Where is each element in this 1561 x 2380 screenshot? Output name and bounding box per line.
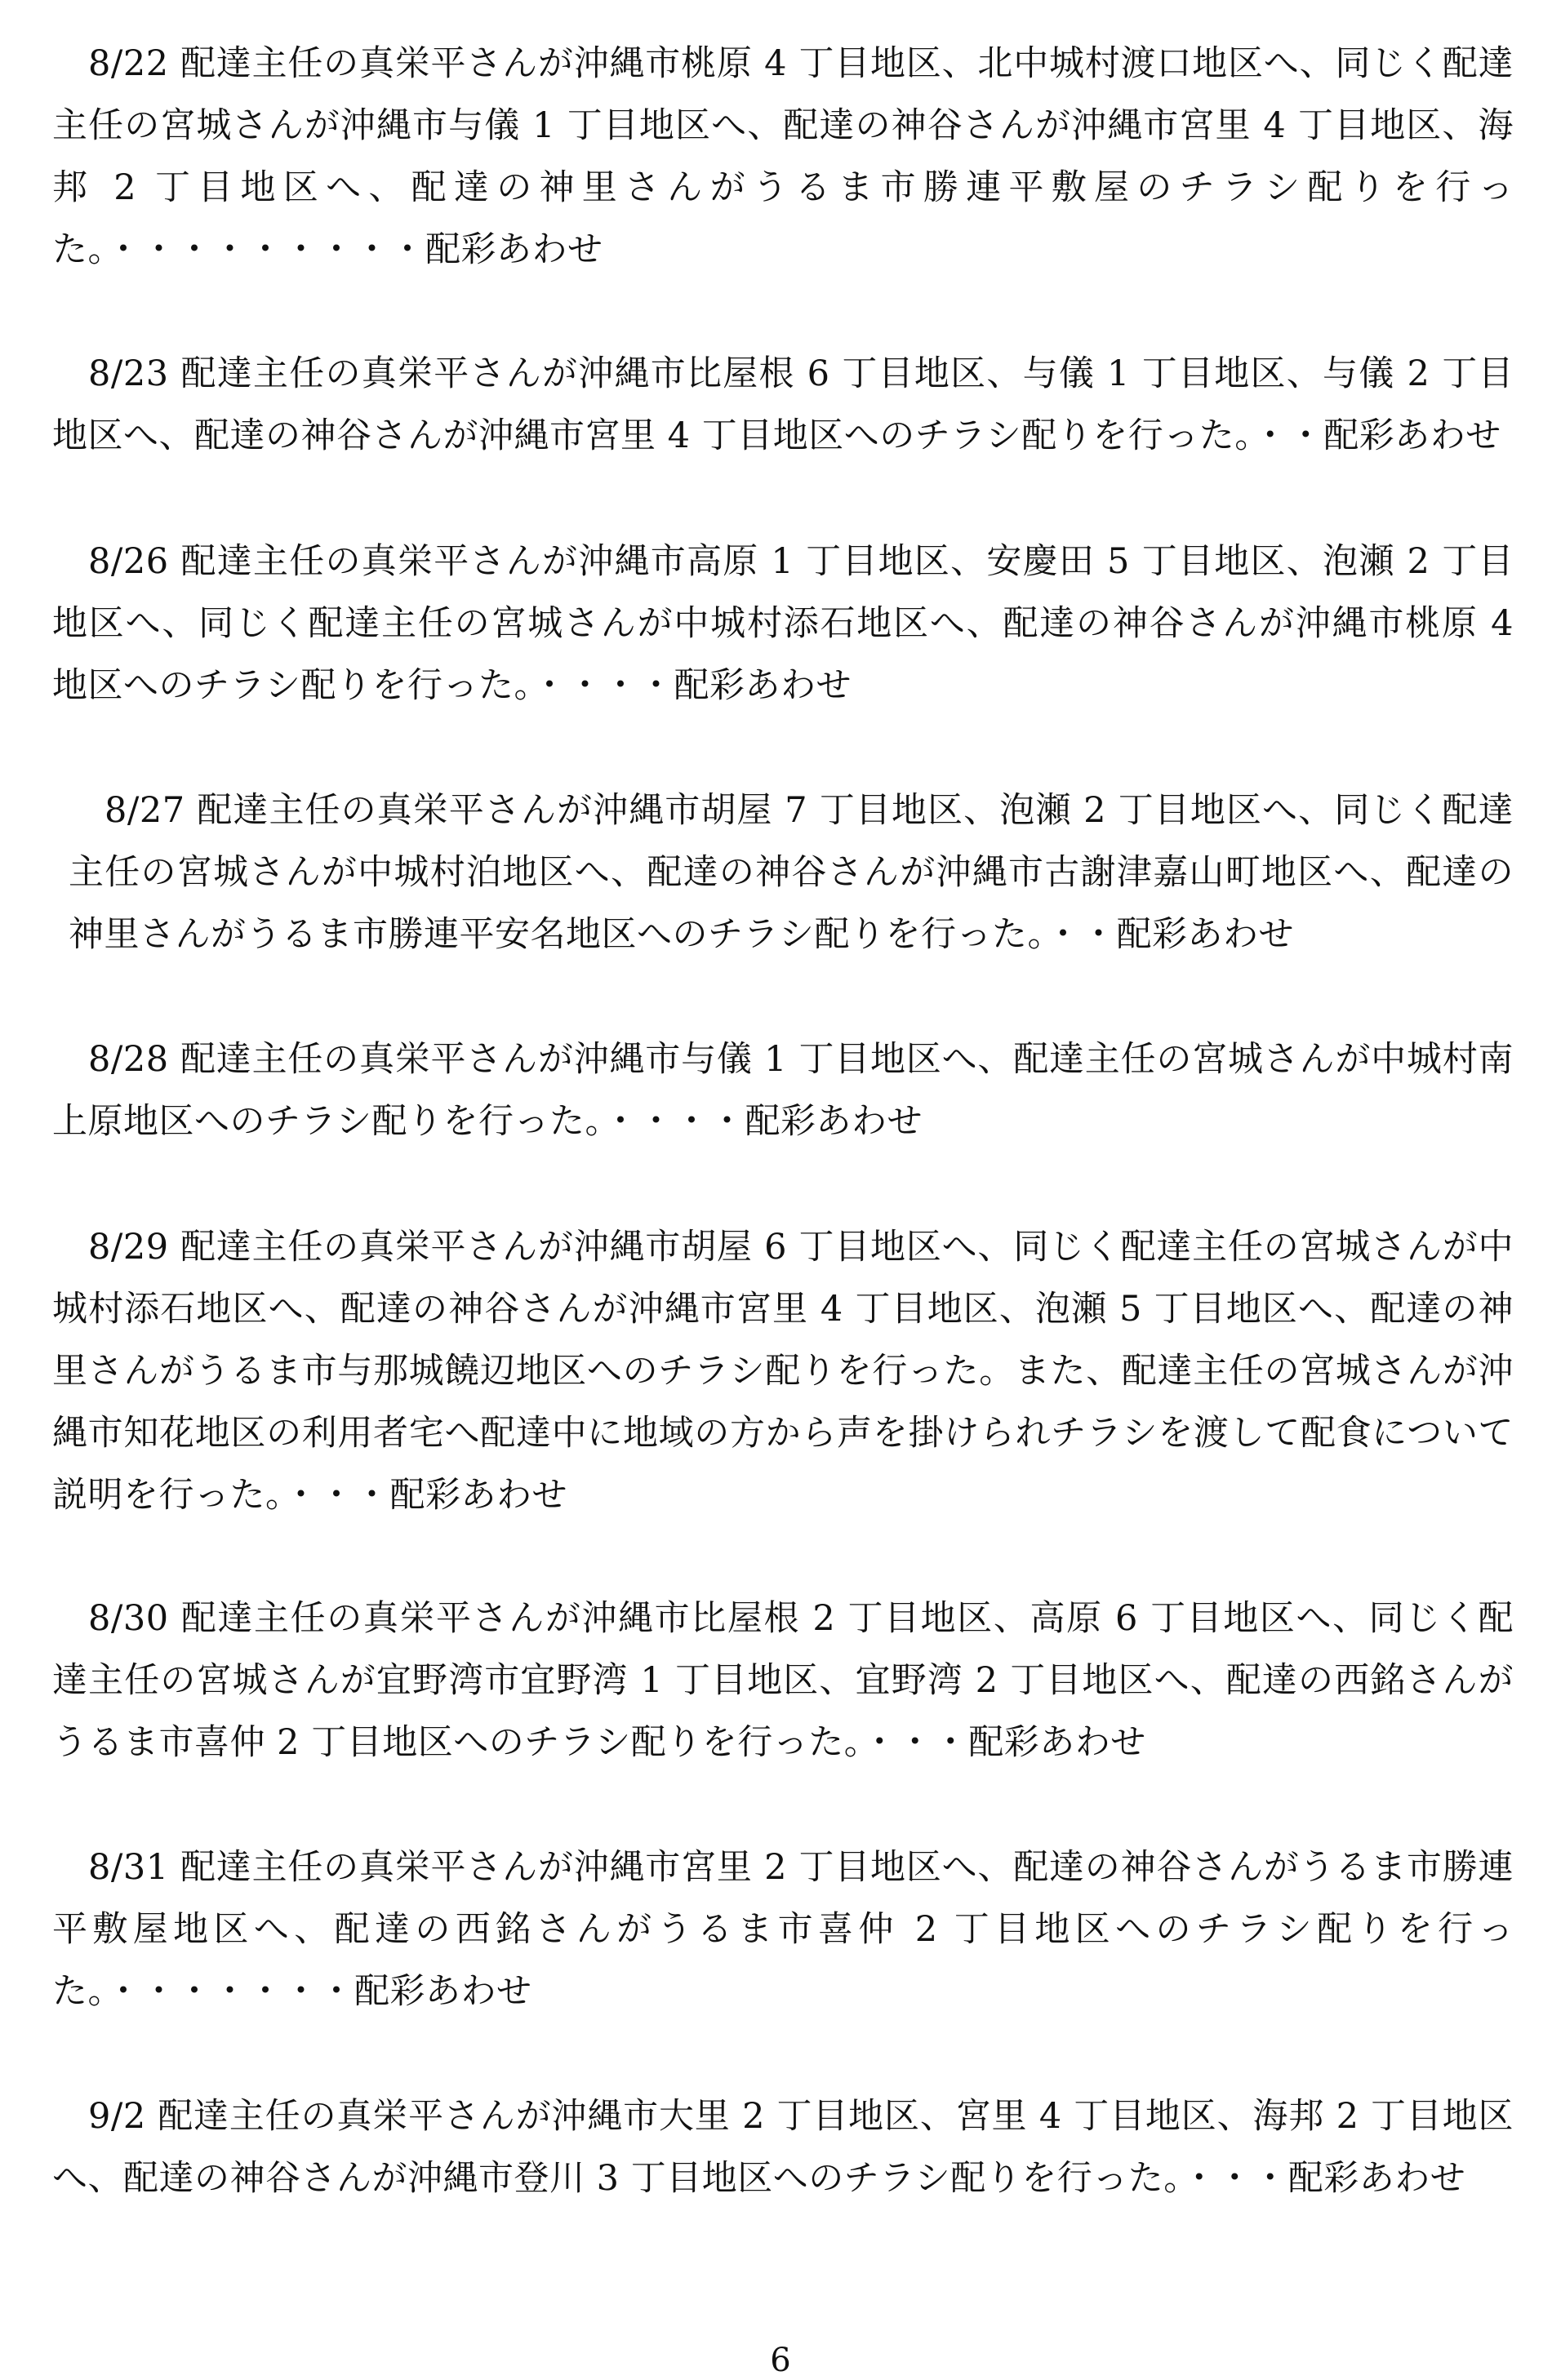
entry-8-30: 8/30 配達主任の真栄平さんが沖縄市比屋根 2 丁目地区、高原 6 丁目地区へ、同じく配達主任の宮城さんが宜野湾市宜野湾 1 丁目地区、宜野湾 2 丁目地区へ、配達の西銘さんがうるま市喜仲 2 丁目地区へのチラシ配りを行った。・・・配彩あわせ: [52, 1598, 1514, 1763]
entry-8-27: 8/27 配達主任の真栄平さんが沖縄市胡屋 7 丁目地区、泡瀬 2 丁目地区へ、同じく配達主任の宮城さんが中城村泊地区へ、配達の神谷さんが沖縄市古謝津嘉山町地区へ、配達の神里さんがうるま市勝連平安名地区へのチラシ配りを行った。・・配彩あわせ: [69, 790, 1514, 955]
entry-8-28: 8/28 配達主任の真栄平さんが沖縄市与儀 1 丁目地区へ、配達主任の宮城さんが中城村南上原地区へのチラシ配りを行った。・・・・配彩あわせ: [52, 1039, 1514, 1142]
entry-8-31: 8/31 配達主任の真栄平さんが沖縄市宮里 2 丁目地区へ、配達の神谷さんがうるま市勝連平敷屋地区へ、配達の西銘さんがうるま市喜仲 2 丁目地区へのチラシ配りを行った。・・・・・・・配彩あわせ: [52, 1847, 1514, 2012]
page-number: 6: [770, 2342, 791, 2379]
entry-9-2: 9/2 配達主任の真栄平さんが沖縄市大里 2 丁目地区、宮里 4 丁目地区、海邦 2 丁目地区へ、配達の神谷さんが沖縄市登川 3 丁目地区へのチラシ配りを行った。・・・配彩あわせ: [52, 2096, 1514, 2199]
entry-8-29: 8/29 配達主任の真栄平さんが沖縄市胡屋 6 丁目地区へ、同じく配達主任の宮城さんが中城村添石地区へ、配達の神谷さんが沖縄市宮里 4 丁目地区、泡瀬 5 丁目地区へ、配達の神里さんがうるま市与那城饒辺地区へのチラシ配りを行った。また、配達主任の宮城さんが沖縄市知花地区の利用者宅へ配達中に地域の方から声を掛けられチラシを渡して配食について説明を行った。・・・配彩あわせ: [52, 1227, 1514, 1516]
entry-8-22: 8/22 配達主任の真栄平さんが沖縄市桃原 4 丁目地区、北中城村渡口地区へ、同じく配達主任の宮城さんが沖縄市与儀 1 丁目地区へ、配達の神谷さんが沖縄市宮里 4 丁目地区、海邦 2 丁目地区へ、配達の神里さんがうるま市勝連平敷屋のチラシ配りを行った。・・・・・・・・・配彩あわせ: [52, 43, 1514, 270]
entry-8-26: 8/26 配達主任の真栄平さんが沖縄市高原 1 丁目地区、安慶田 5 丁目地区、泡瀬 2 丁目地区へ、同じく配達主任の宮城さんが中城村添石地区へ、配達の神谷さんが沖縄市桃原 4 地区へのチラシ配りを行った。・・・・配彩あわせ: [52, 541, 1514, 706]
entry-8-23: 8/23 配達主任の真栄平さんが沖縄市比屋根 6 丁目地区、与儀 1 丁目地区、与儀 2 丁目地区へ、配達の神谷さんが沖縄市宮里 4 丁目地区へのチラシ配りを行った。・・配彩あわせ: [52, 353, 1514, 456]
